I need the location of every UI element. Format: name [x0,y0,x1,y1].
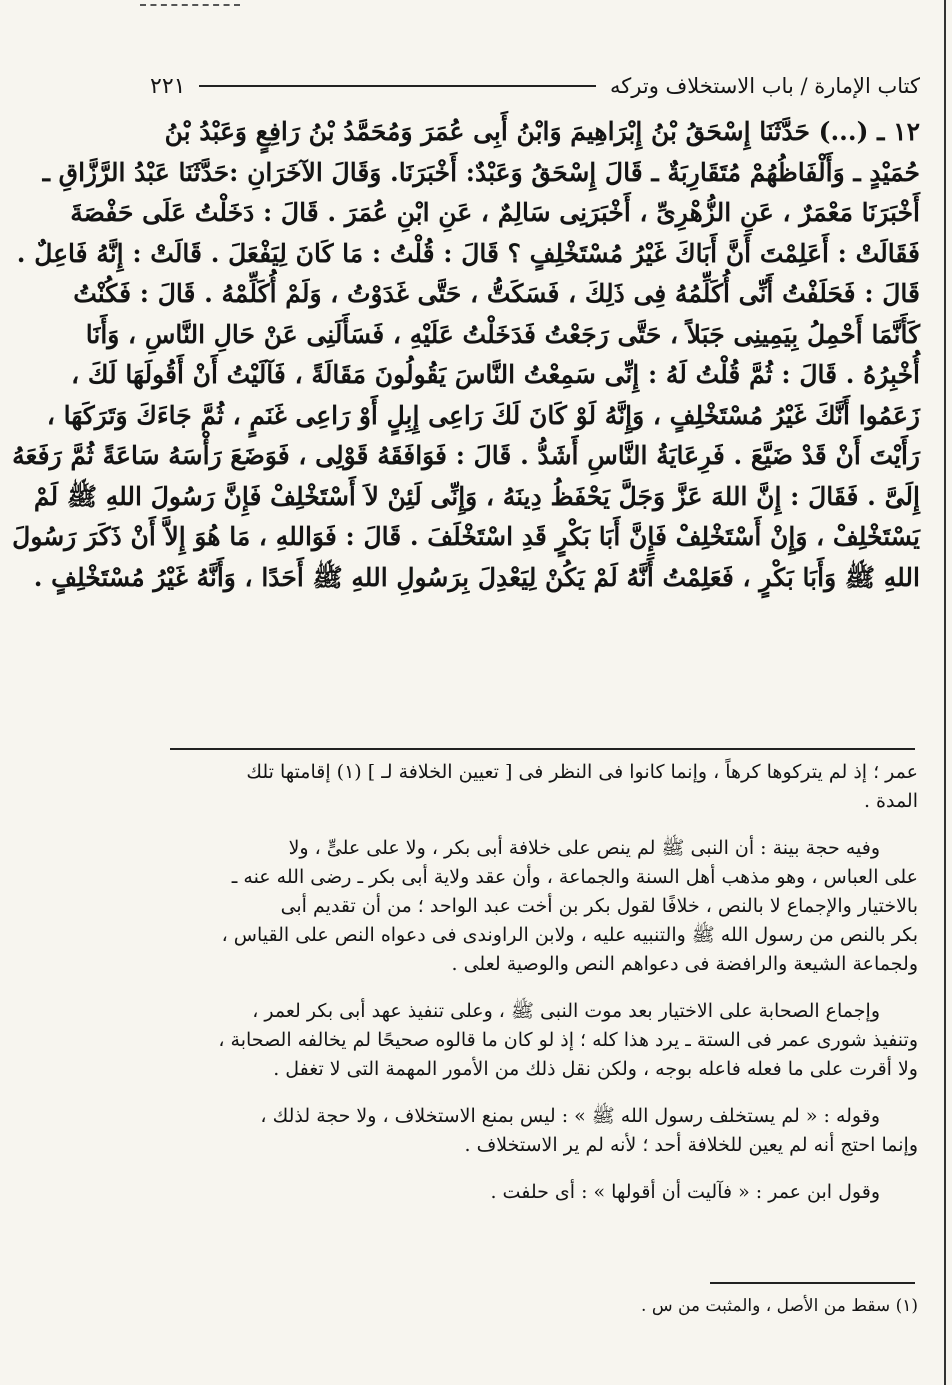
page-number: ٢٢١ [150,73,186,99]
commentary-line: وإنما احتج أنه لم يعين للخلافة أحد ؛ لأنه لم ير الاستخلاف . [464,1134,918,1156]
commentary-line: بكر بالنص من رسول الله ﷺ والتنبيه عليه ، ولابن الراوندى فى دعواه النص على القياس ، [221,924,918,946]
commentary-line: وفيه حجة بينة : أن النبى ﷺ لم ينص على خلافة أبى بكر ، ولا على علىٍّ ، ولا [288,837,880,859]
hadith-line: أُخْبِرُهُ . قَالَ : ثُمَّ قُلْتُ لَهُ : إِنِّى سَمِعْتُ النَّاسَ يَقُولُونَ مَقَالَةً ، فَآلَيْتُ أَنْ أَقُولَهَا لَكَ ، [71,360,920,389]
hadith-line: يَسْتَخْلِفْ ، وَإِنْ أَسْتَخْلِفْ فَإِنَّ أَبَا بَكْرٍ قَدِ اسْتَخْلَفَ . قَالَ : فَوَاللهِ ، مَا هُوَ إِلاَّ أَنْ ذَكَرَ رَسُولَ [12,522,920,551]
commentary-line: وقوله : « لم يستخلف رسول الله ﷺ » : ليس بمنع الاستخلاف ، ولا حجة لذلك ، [260,1105,880,1127]
hadith-line: حُمَيْدٍ ـ وَأَلْفَاظُهُمْ مُتَقَارِبَةٌ ـ قَالَ إِسْحَقُ وَعَبْدٌ: أَخْبَرَنَا. وَقَالَ الآخَرَانِ :حَدَّثَنَا عَبْدُ الرَّزَّاقِ ـ [42,157,920,187]
hadith-line: فَقَالَتْ : أَعَلِمْتَ أَنَّ أَبَاكَ غَيْرُ مُسْتَخْلِفٍ ؟ قَالَ : قُلْتُ : مَا كَانَ لِيَفْعَلَ . قَالَتْ : إِنَّهُ فَاعِلٌ . [16,238,920,268]
commentary-line: عمر ؛ إذ لم يتركوها كرهاً ، وإنما كانوا فى النظر فى [ تعيين الخلافة لـ ] (١) إقامتها تلك [246,761,918,783]
commentary-separator [170,748,915,750]
hadith-line: إِلَىَّ . فَقَالَ : إِنَّ اللهَ عَزَّ وَجَلَّ يَحْفَظُ دِينَهُ ، وَإِنِّى لَئِنْ لاَ أَسْتَخْلِفْ فَإِنَّ رَسُولَ اللهِ ﷺ لَمْ [33,481,920,511]
hadith-line: رَأَيْتَ أَنْ قَدْ ضَيَّعَ . فَرِعَايَةُ النَّاسِ أَشَدُّ . قَالَ : فَوَافَقَهُ قَوْلِى ، فَوَضَعَ رَأْسَهُ سَاعَةً ثُمَّ رَفَعَهُ [12,441,920,470]
commentary-line: وتنفيذ شورى عمر فى الستة ـ يرد هذا كله ؛ إذ لو كان ما قالوه صحيحًا لم يخالفه الصحابة ، [218,1029,918,1051]
hadith-line: أَخْبَرَنَا مَعْمَرٌ ، عَنِ الزُّهْرِىِّ ، أَخْبَرَنِى سَالِمٌ ، عَنِ ابْنِ عُمَرَ . قَالَ : دَخَلْتُ عَلَى حَفْصَةَ [70,198,920,227]
commentary-line: ولجماعة الشيعة والرافضة فى دعواهم النص والوصية لعلى . [451,953,918,975]
hadith-line: زَعَمُوا أَنَّكَ غَيْرُ مُسْتَخْلِفٍ ، وَإِنَّهُ لَوْ كَانَ لَكَ رَاعِى إِبِلٍ أَوْ رَاعِى غَنَمٍ ، ثُمَّ جَاءَكَ وَتَرَكَهَا ، [46,400,920,430]
commentary-line: وقول ابن عمر : « فآليت أن أقولها » : أى حلفت . [490,1181,880,1203]
hadith-text [12,112,920,598]
hadith-line: كَأَنَّمَا أَحْمِلُ بِيَمِينِى جَبَلاً ، حَتَّى رَجَعْتُ فَدَخَلْتُ عَلَيْهِ ، فَسَأَلَنِى عَنْ حَالِ النَّاسِ ، وَأَنَا [85,319,920,349]
commentary-text [170,758,918,1207]
commentary-line: على العباس ، وهو مذهب أهل السنة والجماعة ، وأن عقد ولاية أبى بكر ـ رضى الله عنه ـ [231,866,918,888]
header-rule [199,85,596,87]
header-title: كتاب الإمارة / باب الاستخلاف وتركه [610,74,920,98]
footnote: (١) سقط من الأصل ، والمثبت من س . [641,1296,918,1316]
page-edge-line [944,0,946,1385]
commentary-line: المدة . [863,790,918,812]
top-edge-dashes [140,4,240,6]
commentary-line: بالاختيار والإجماع لا بالنص ، خلافًا لقول بكر بن أخت عبد الواحد ؛ من أن تقديم أبى [280,895,918,917]
commentary-line: ولا أقرت على ما فعله فاعله بوجه ، ولكن نقل ذلك من الأمور المهمة التى لا تغفل . [273,1058,918,1080]
hadith-line: اللهِ ﷺ وَأَبَا بَكْرٍ ، فَعَلِمْتُ أَنَّهُ لَمْ يَكُنْ لِيَعْدِلَ بِرَسُولِ اللهِ ﷺ أَحَدًا ، وَأَنَّهُ غَيْرُ مُسْتَخْلِفٍ . [33,562,920,592]
commentary-line: وإجماع الصحابة على الاختيار بعد موت النبى ﷺ ، وعلى تنفيذ عهد أبى بكر لعمر ، [252,1000,880,1022]
hadith-line: ١٢ ـ (...) حَدَّثَنَا إِسْحَقُ بْنُ إِبْرَاهِيمَ وَابْنُ أَبِى عُمَرَ وَمُحَمَّدُ بْنُ رَافِعٍ وَعَبْدُ بْنُ [164,117,920,146]
running-header [150,68,920,104]
footnote-rule [710,1282,915,1284]
hadith-line: قَالَ : فَحَلَفْتُ أَنِّى أُكَلِّمُهُ فِى ذَلِكَ ، فَسَكَتُّ ، حَتَّى غَدَوْتُ ، وَلَمْ أُكَلِّمْهُ . قَالَ : فَكُنْتُ [73,279,920,308]
